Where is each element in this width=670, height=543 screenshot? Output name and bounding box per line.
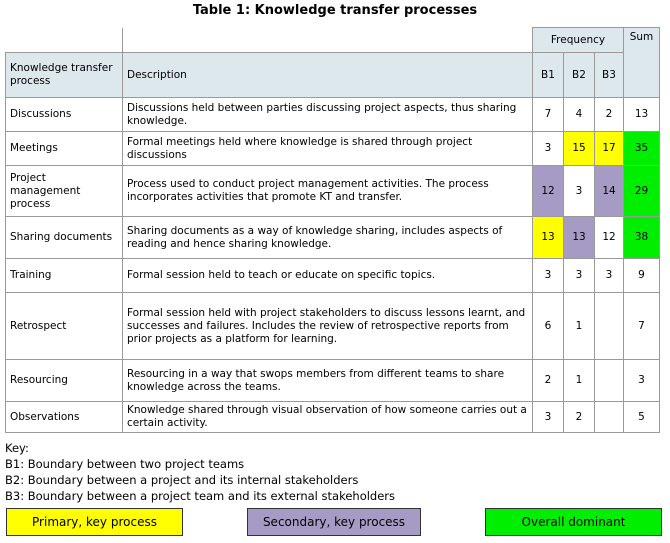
legend-overall: Overall dominant <box>485 508 662 536</box>
b2-cell: 4 <box>564 98 595 132</box>
b3-cell: 12 <box>595 217 624 259</box>
process-cell: Sharing documents <box>6 217 123 259</box>
key-b2: B2: Boundary between a project and its internal stakeholders <box>5 473 359 487</box>
table-row <box>6 402 660 433</box>
table-row <box>6 132 660 166</box>
b3-cell: 17 <box>595 132 624 166</box>
b3-cell: 14 <box>595 166 624 217</box>
sum-cell: 9 <box>624 259 660 293</box>
table-row <box>6 360 660 402</box>
process-cell: Observations <box>6 402 123 433</box>
b3-cell <box>595 402 624 433</box>
legend-secondary: Secondary, key process <box>247 508 421 536</box>
b2-header: B2 <box>564 53 595 98</box>
key-b1: B1: Boundary between two project teams <box>5 457 245 471</box>
table-row <box>6 166 660 217</box>
b1-cell: 12 <box>533 166 564 217</box>
b2-cell: 13 <box>564 217 595 259</box>
sum-cell: 29 <box>624 166 660 217</box>
sum-cell: 38 <box>624 217 660 259</box>
table-row <box>6 98 660 132</box>
b1-cell: 6 <box>533 293 564 360</box>
sum-header: Sum <box>624 28 660 98</box>
b1-cell: 2 <box>533 360 564 402</box>
process-cell: Discussions <box>6 98 123 132</box>
b2-cell: 15 <box>564 132 595 166</box>
process-cell: Retrospect <box>6 293 123 360</box>
table-title: Table 1: Knowledge transfer processes <box>192 3 478 18</box>
b2-cell: 1 <box>564 293 595 360</box>
description-cell: Sharing documents as a way of knowledge sharing, includes aspects of reading and hence sharing knowledge. <box>123 217 533 259</box>
sum-cell: 13 <box>624 98 660 132</box>
table-row <box>6 259 660 293</box>
b1-cell: 13 <box>533 217 564 259</box>
process-cell: Project management process <box>6 166 123 217</box>
description-cell: Knowledge shared through visual observation of how someone carries out a certain activity. <box>123 402 533 433</box>
b3-header: B3 <box>595 53 624 98</box>
key-heading: Key: <box>5 441 29 455</box>
b2-cell: 3 <box>564 166 595 217</box>
process-cell: Meetings <box>6 132 123 166</box>
b1-cell: 3 <box>533 402 564 433</box>
b2-cell: 2 <box>564 402 595 433</box>
table-row <box>6 217 660 259</box>
b2-cell: 3 <box>564 259 595 293</box>
b1-cell: 3 <box>533 132 564 166</box>
sum-cell: 5 <box>624 402 660 433</box>
description-cell: Formal meetings held where knowledge is shared through project discussions <box>123 132 533 166</box>
b3-cell: 2 <box>595 98 624 132</box>
description-header: Description <box>123 53 533 98</box>
knowledge-transfer-table <box>5 27 660 433</box>
description-cell: Process used to conduct project management activities. The process incorporates activities that promote KT and transfer. <box>123 166 533 217</box>
key-b3: B3: Boundary between a project team and its external stakeholders <box>5 489 396 503</box>
b2-cell: 1 <box>564 360 595 402</box>
description-cell: Formal session held with project stakeholders to discuss lessons learnt, and successes and failures. Includes the review of retrospective reports from prior projects as a platform for learning. <box>123 293 533 360</box>
sum-cell: 35 <box>624 132 660 166</box>
b1-header: B1 <box>533 53 564 98</box>
process-cell: Training <box>6 259 123 293</box>
sum-cell: 3 <box>624 360 660 402</box>
b3-cell <box>595 293 624 360</box>
description-cell: Formal session held to teach or educate on specific topics. <box>123 259 533 293</box>
description-cell: Discussions held between parties discussing project aspects, thus sharing knowledge. <box>123 98 533 132</box>
b3-cell <box>595 360 624 402</box>
b3-cell: 3 <box>595 259 624 293</box>
sum-cell: 7 <box>624 293 660 360</box>
b1-cell: 7 <box>533 98 564 132</box>
process-cell: Resourcing <box>6 360 123 402</box>
description-cell: Resourcing in a way that swops members from different teams to share knowledge across the teams. <box>123 360 533 402</box>
legend-primary: Primary, key process <box>6 508 183 536</box>
table-row <box>6 293 660 360</box>
frequency-header: Frequency <box>533 28 624 53</box>
b1-cell: 3 <box>533 259 564 293</box>
process-header: Knowledge transfer process <box>6 53 123 98</box>
